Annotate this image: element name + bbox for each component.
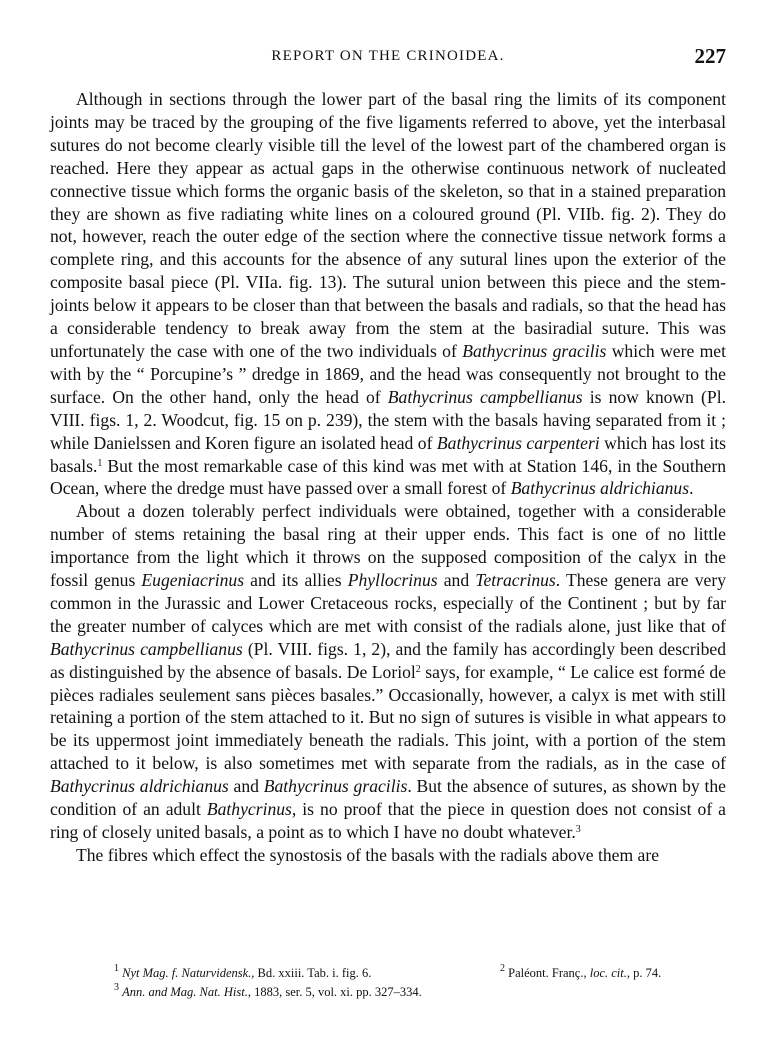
footnote-1 [114, 964, 371, 983]
text-run: . But the absence of sutures, as shown by the condition of an adult [50, 776, 726, 820]
text-run: and its allies [244, 570, 348, 591]
page-number: 227 [694, 44, 726, 68]
species-name: Bathycrinus aldrichianus [510, 478, 690, 499]
footnote-3 [114, 983, 422, 1002]
citation-title: Paléont. Franç., [508, 966, 590, 980]
text-run: (Pl. VIII. figs. 1, 2), and the family has accordingly been described as distinguished by the absence of basals. De Loriol [50, 638, 726, 682]
genus-name: Phyllocrinus [347, 570, 438, 591]
footnote-marker: 3 [114, 982, 119, 993]
footnote-marker: 1 [114, 963, 119, 974]
footnote-row [50, 964, 726, 983]
text-run: About a dozen tolerably perfect individuals were obtained, together with a considerable number of stems retaining the basal ring at their upper ends. This fact is one of no little importance from the light which it throws on the supposed composition of the calyx in the fossil genus [50, 501, 726, 591]
paragraph-3: The fibres which effect the synostosis of the basals with the radials above them are [76, 844, 660, 865]
genus-name: Tetracrinus [475, 570, 556, 591]
footnotes [50, 964, 726, 1002]
footnote-ref: 2 [415, 663, 421, 675]
species-name: Bathycrinus gracilis [462, 340, 607, 361]
citation-detail: , 1883, ser. 5, vol. xi. pp. 327–334. [247, 985, 422, 999]
text-run: Although in sections through the lower part of the basal ring the limits of its component joints may be traced by the grouping of the five ligaments referred to above, yet the interbasal sutures do not become clearly visible till the level of the lowest part of the chambered organ is reached. Here they appear as actual gaps in the otherwise continuous network of nucleated connective tissue which forms the organic basis of the skeleton, so that in a stained preparation they are shown as five radiating white lines on a coloured ground (Pl. VIIb. fig. 2). They do not, however, reach the outer edge of the section where the connective tissue network forms a complete ring, and this accounts for the absence of any sutural lines upon the exterior of the composite basal piece (Pl. VIIa. fig. 13). The sutural union between this piece and the stem-joints below it appears to be closer than that between the basals and radials, so that the head has a considerable tendency to break away from the stem at the basiradial suture. This was unfortunately the case with one of the two individuals of [50, 89, 726, 361]
species-name: Bathycrinus campbellianus [387, 386, 583, 407]
text-run: , is no proof that the piece in question does not consist of a ring of closely united basals, a point as to which I have no doubt whatever. [50, 799, 726, 842]
footnote-2 [500, 964, 661, 983]
citation-title: Nyt Mag. f. Naturvidensk. [122, 966, 252, 980]
text-run: But the most remarkable case of this kind was met with at Station 146, in the Southern Ocean, where the dredge must have passed over a small forest of [50, 455, 726, 499]
species-name: Bathycrinus gracilis [263, 776, 408, 797]
genus-name: Bathycrinus [206, 799, 292, 820]
running-header [50, 44, 726, 70]
text-run: which has lost its basals. [50, 432, 726, 476]
paragraph-2 [50, 500, 726, 844]
species-name: Bathycrinus campbellianus [50, 638, 243, 659]
citation-detail: , Bd. xxiii. Tab. i. fig. 6. [251, 966, 372, 980]
citation-loc: loc. cit. [589, 966, 627, 980]
text-run: . [689, 478, 694, 499]
running-title: REPORT ON THE CRINOIDEA. [271, 48, 505, 64]
footnote-ref: 3 [575, 824, 581, 835]
body-text [50, 88, 726, 867]
footnote-marker: 2 [500, 963, 505, 974]
text-run: and [437, 570, 476, 591]
text-run: which were met with by the “ Porcupine’s ” dredge in 1869, and the head was consequently not brought to the surface. On the other hand, only the head of [50, 340, 726, 407]
text-run: is now known (Pl. VIII. figs. 1, 2. Woodcut, fig. 15 on p. 239), the stem with the basals having separated from it ; while Danielssen and Koren figure an isolated head of [50, 386, 726, 453]
text-run: and [228, 776, 264, 797]
genus-name: Eugeniacrinus [141, 570, 245, 591]
species-name: Bathycrinus carpenteri [436, 432, 600, 453]
citation-title: Ann. and Mag. Nat. Hist. [122, 985, 248, 999]
footnote-ref: 1 [97, 457, 103, 469]
species-name: Bathycrinus aldrichianus [50, 776, 229, 797]
footnote-row [50, 983, 726, 1002]
paragraph-1 [50, 88, 726, 500]
text-run: says, for example, “ Le calice est formé de pièces radiales seulement sans pièces basales.” Occasionally, however, a calyx is met with still retaining a portion of the stem attached to it. But no sign of sutures is visible in what appears to be its uppermost joint immediately beneath the radials. This joint, with a portion of the stem attached to it below, is also sometimes met with separate from the radials, as in the case of [50, 661, 726, 774]
text-run: . These genera are very common in the Jurassic and Lower Cretaceous rocks, especially of the Continent ; but by far the greater number of calyces which are met with consist of the radials alone, just like that of [50, 570, 726, 636]
citation-detail: , p. 74. [626, 966, 662, 980]
